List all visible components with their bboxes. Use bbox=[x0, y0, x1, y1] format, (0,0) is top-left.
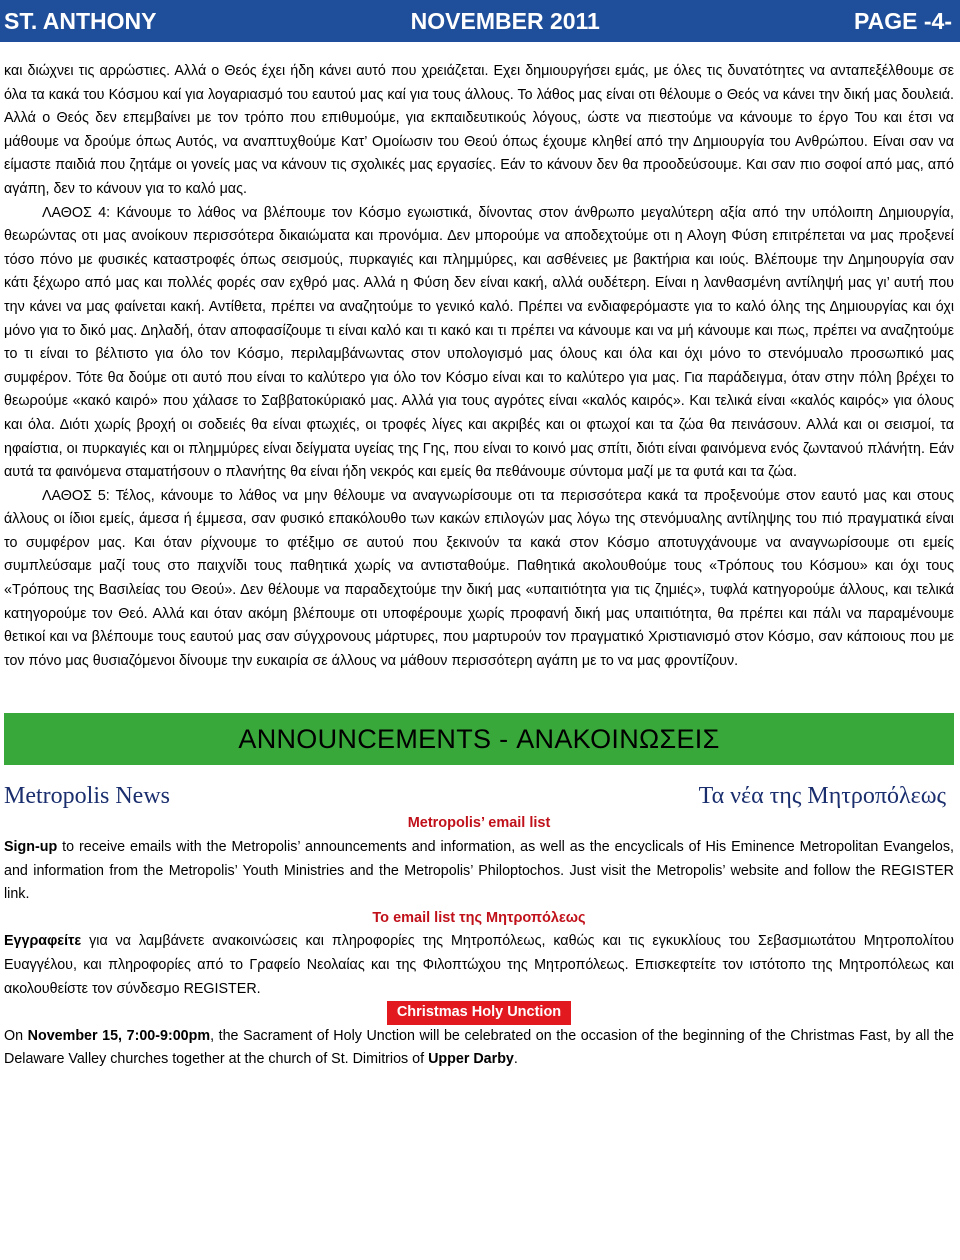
holy-unction-text bbox=[4, 1025, 954, 1072]
article bbox=[4, 60, 954, 673]
article-paragraph-2: ΛΑΘΟΣ 4: Κάνουμε το λάθος να βλέπουμε τον Κόσμο εγωιστικά, δίνοντας στον άνθρωπο μεγαλύτερη αξία από την υπόλοιπη Δημιουργία, θεωρώντας οτι μας ανοίκουν περισσότερα δικαιώματα και προνόμια. Δεν μπορούμε να αποδεχτούμε οτι η Αλογη Φύση επιτρέπεται να μας προξενεί τόσο πόνο με φυσικές καταστροφές όπως σεισμούς, πυρκαγιές και πλημμύρες, και ασθένειες με βακτήρια και ιούς. Βλέπουμε την Δημηουργία σαν κάτι ξέχωρο από μας και πολλές φορές σαν εχθρό μας. Αλλά η Φύση δεν είναι κακή, αλλά ουδέτερη. Είναι η λανθασμένη αντίληψή μας γι’ αυτή που την κάνει να μας φαίνεται κακή. Αντίθετα, πρέπει να αναζητούμε το γενικό καλό. Πρέπει να ενδιαφερόμαστε για το καλό όλης της Δημιουργίας και όχι μόνο για το δικό μας. Δηλαδή, όταν αποφασίζουμε τι είναι καλό και τι κακό και τι πρέπει να κάνουμε και να μή κάνουμε και πως, πρέπει να αναζητούμε το τι είναι το βέλτιστο για όλο τον Κόσμο, περιλαμβάνωντας στον υπολογισμό μας όλους και όλα και όχι μόνο το στενόμυαλο προσωπικό μας συμφέρον. Τότε θα δούμε οτι αυτό που είναι το καλύτερο για όλο τον Κόσμο είναι και το καλύτερο για μας. Για παράδειγμα, όταν στην πόλη βρέχει το θεωρούμε «κακό καιρό» που χάλασε το Σαββατοκύριακό μας. Αλλά για τους αγρότες είναι «καλός καιρός». Και τελικά είναι «καλός καιρός» για όλους και όλα. Διότι χωρίς βροχή οι σοδειές θα είναι φτωχιές, οι τροφές λίγες και ακριβές και οι φτωχοί και τα ζώα θα πεινάσουν. Αλλά και οι σεισμοί, τα ηφαίστια, οι πυρκαγιές και οι πλημμύρες είναι δείγματα υγείας της Γης, που είναι το κοινό μας σπίτι, διότι είναι φαινόμενα ενός ζωντανού πλάνήτη. Εάν αυτά τα φαινόμενα σταματήσουν ο πλανήτης θα είναι ήδη νεκρός και εμείς θα πεθάνουμε σύντομα μαζί με τα φυτά και τα ζώα. bbox=[4, 204, 954, 481]
page-content bbox=[0, 42, 960, 1072]
unction-pre: On bbox=[4, 1027, 28, 1044]
page-header bbox=[0, 0, 960, 42]
unction-date: November 15, 7:00-9:00pm bbox=[27, 1027, 211, 1044]
unction-mid: , the Sacrament of Holy Unction will be celebrated on the occasion of the beginning of the Christmas Fast, by all the Delaware Valley churches together at the church of St. Dimitrios of bbox=[4, 1027, 954, 1068]
header-page: PAGE -4- bbox=[854, 7, 952, 34]
holy-unction-title-row bbox=[4, 1001, 954, 1025]
news-heading-english: Metropolis News bbox=[4, 783, 170, 810]
email-list-text-greek bbox=[4, 930, 954, 1001]
email-register-body: για να λαμβάνετε ανακοινώσεις και πληροφορίες της Μητροπόλεως, καθώς και τις εγκυκλίους του Σεβασμιωτάτου Μητροπολίτου Ευαγγέλου, και πληροφορίες από το Γραφείο Νεολαίας και της Φιλοπτώχου της Μητροπόλεως. Επισκεφτείτε τον ιστότοπο της Μητροπόλεως και ακολουθείστε τον σύνδεσμο REGISTER. bbox=[4, 933, 954, 997]
header-date: NOVEMBER 2011 bbox=[410, 7, 600, 34]
unction-place: Upper Darby bbox=[428, 1051, 514, 1068]
news-heading-greek: Τα νέα της Μητροπόλεως bbox=[698, 783, 946, 810]
email-signup-body: to receive emails with the Metropolis’ announcements and information, as well as the encyclicals of His Eminence Metropolitan Evangelos, and information from the Metropolis’ Youth Ministries and the Metropolis’ Philoptochos. Just visit the Metropolis’ website and follow the REGISTER link. bbox=[4, 839, 954, 903]
metropolis-news-heading bbox=[4, 783, 946, 810]
holy-unction-title: Christmas Holy Unction bbox=[387, 1001, 571, 1025]
article-paragraph-1: και διώχνει τις αρρώστιες. Αλλά ο Θεός έχει ήδη κάνει αυτό που χρειάζεται. Εχει δημιουργήσει εμάς, με όλες τις δυνατότητες να ανταπεξέλθουμε σε όλα τα κακά του Κόσμου καί για λογαριασμό του εαυτού μας καί για τους άλλους. Το λάθος μας είναι οτι θέλουμε ο Θεός να κάνει την δική μας δουλειά. Αλλά ο Θεός δεν επεμβαίνει με τον τρόπο που επιθυμούμε, για εκπαιδευτικούς λόγους, ώστε να πιεστούμε να κάνουμε το έργο Του και έτσι να μάθουμε να δρούμε όπως Αυτός, να αναπτυχθούμε Κατ’ Ομοίωσιν του Θεού όπως έχουμε κληθεί από την Δημιουργία του Ανθρώπου. Είναι σαν να είμαστε παιδιά που ζητάμε οι γονείς μας να κάνουν τις σχολικές μας εργασίες. Εάν το κάνουν δεν θα προοδεύσουμε. Και σαν πιο σοφοί από μας, από αγάπη, δεν το κάνουν για το καλό μας. bbox=[4, 63, 954, 197]
email-signup-lead: Sign-up bbox=[4, 839, 58, 856]
email-list-text-english bbox=[4, 836, 954, 907]
email-register-lead: Εγγραφείτε bbox=[4, 933, 82, 950]
unction-end: . bbox=[513, 1051, 518, 1068]
article-paragraph-3: ΛΑΘΟΣ 5: Τέλος, κάνουμε το λάθος να μην θέλουμε να αναγνωρίσουμε οτι τα περισσότερα κακά τα προξενούμε στον εαυτό μας και στους άλλους οι ίδιοι εμείς, άμεσα ή έμμεσα, σαν φυσικό επακόλουθο των κακών επιλογών μας λόγω της στενόμυαλης αντίληψης του πιό πραγματικά είναι το συμφέρον μας. Και όταν ρίχνουμε το φτέξιμο σε αυτού που ξεκινούν τα κακά στον Κόσμο αποτυγχάνουμε να αναγνωρίσουμε οτι εμείς συμπλεύσαμε μαζί τους στο παιχνίδι τους παθητικά χωρίς να αντισταθούμε. Παθητικά ακολουθούμε τους «Τρόπους του Κόσμου» και όχι τους «Τρόπους της Βασιλείας του Θεού». Δεν θέλουμε να παραδεχτούμε την δική μας «υπαιτιότητα για τις ζημιές», τυφλά κατηγορούμε άλλους, και τελικά κατηγορούμε τον Θεό. Αλλά και όταν ακόμη βλέπουμε οτι υποφέρουμε χωρίς προφανή δική μας υπαιτιότητα, θα πρέπει και πάλι να παραμένουμε θετικοί και να βλέπουμε τους εαυτού μας σαν σύγχρονους μάρτυρες, που μαρτυρούν τον πραγματικό Χριστιανισμό στον Κόσμο, σαν κάποιους που με τον πόνο μας θυσιαζόμενοι δίνουμε την ευκαιρία σε άλλους να μάθουν περισσότερη αγάπη με το να μας φροντίζουν. bbox=[4, 487, 954, 669]
email-list-title-greek: Το email list της Μητροπόλεως bbox=[372, 909, 586, 926]
header-parish: ST. ANTHONY bbox=[4, 7, 157, 34]
announcements-banner-title: ANNOUNCEMENTS - ΑΝΑΚΟΙΝΩΣΕΙΣ bbox=[238, 723, 720, 754]
email-list-title-english: Metropolis’ email list bbox=[407, 815, 551, 832]
announcements-banner bbox=[4, 713, 954, 765]
